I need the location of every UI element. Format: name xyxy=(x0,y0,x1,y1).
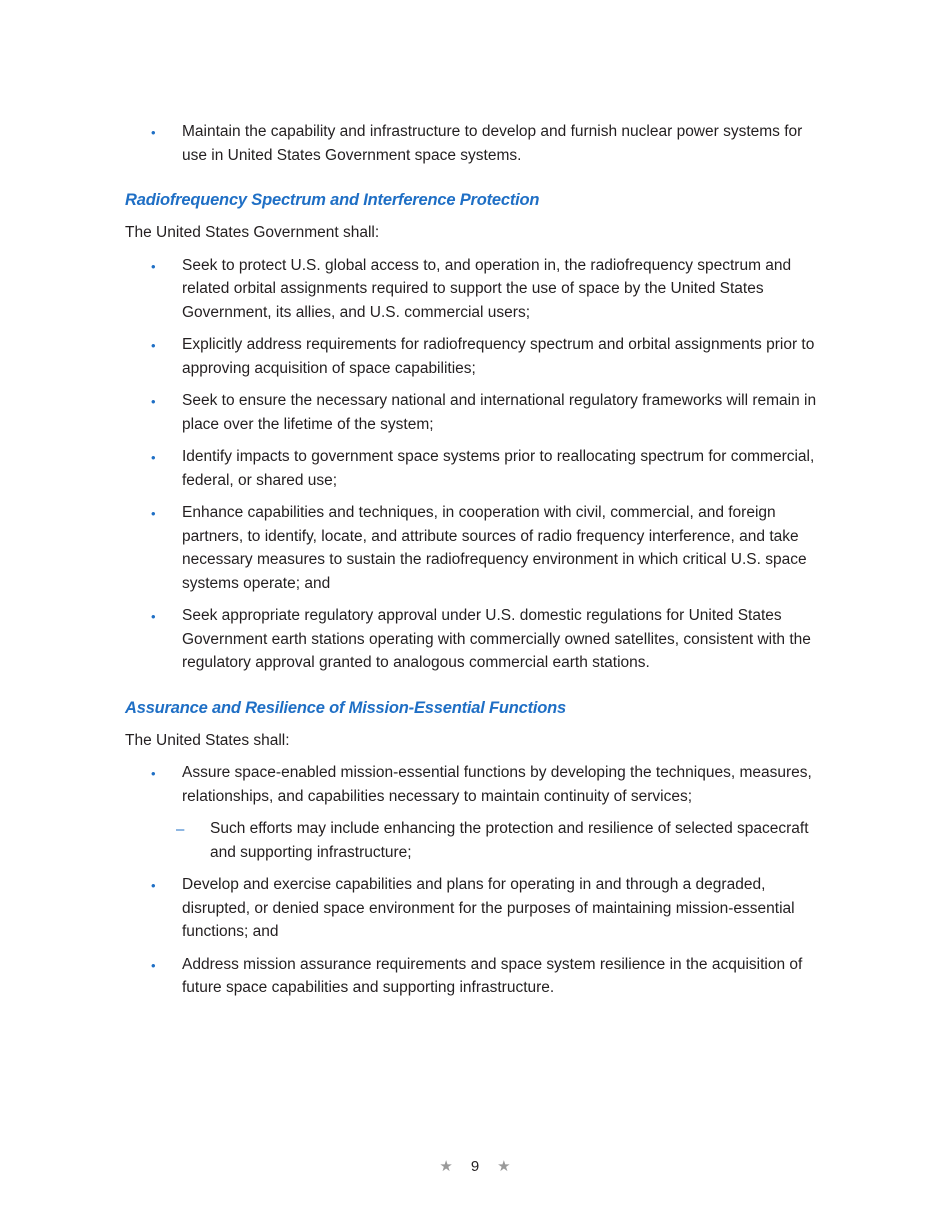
list-item-text: Explicitly address requirements for radiofrequency spectrum and orbital assignments prior to approving acquisition of space capabilities; xyxy=(182,336,815,377)
sub-list xyxy=(176,817,830,864)
bullet-icon: • xyxy=(151,957,156,973)
sub-list-item-text: Such efforts may include enhancing the protection and resilience of selected spacecraft and supporting infrastructure; xyxy=(210,820,809,861)
bullet-icon: • xyxy=(151,506,156,521)
list-item-text: Seek appropriate regulatory approval under U.S. domestic regulations for United States Government earth stations operating with commercially owned satellites, consistent with the regulatory approval granted to analogous commercial earth stations. xyxy=(182,607,811,671)
bullet-icon: • xyxy=(151,609,156,624)
bullet-icon: • xyxy=(151,125,156,140)
list-item xyxy=(125,389,830,436)
intro-bullet-list xyxy=(125,120,830,167)
list-item xyxy=(125,604,830,675)
page-content xyxy=(125,120,830,1009)
bullet-icon: • xyxy=(151,338,156,353)
section-lead-text: The United States Government shall: xyxy=(125,224,380,241)
page-number: 9 xyxy=(470,1158,480,1175)
list-item-text: Maintain the capability and infrastructure to develop and furnish nuclear power systems for use in United States Government space systems. xyxy=(182,123,803,164)
list-item-text: Seek to protect U.S. global access to, and operation in, the radiofrequency spectrum and related orbital assignments required to support the use of space by the United States Government, its allies, and U.S. commercial users; xyxy=(182,256,792,321)
list-item xyxy=(125,333,830,380)
dash-icon: – xyxy=(176,821,185,838)
bullet-icon: • xyxy=(151,878,156,893)
star-icon: ★ xyxy=(497,1158,511,1175)
list-item-text: Seek to ensure the necessary national and international regulatory frameworks will remain in place over the lifetime of the system; xyxy=(182,392,817,433)
bullet-icon: • xyxy=(151,450,156,465)
sub-list-item xyxy=(176,817,830,864)
list-item xyxy=(125,254,830,325)
section-heading-assurance: Assurance and Resilience of Mission-Essential Functions xyxy=(125,698,567,717)
assurance-bullet-list xyxy=(125,761,830,1000)
list-item-text: Identify impacts to government space systems prior to reallocating spectrum for commercial, federal, or shared use; xyxy=(182,448,815,489)
list-item-text: Develop and exercise capabilities and plans for operating in and through a degraded, disrupted, or denied space environment for the purposes of maintaining mission-essential functions; and xyxy=(182,876,795,940)
list-item-text: Address mission assurance requirements and space system resilience in the acquisition of future space capabilities and supporting infrastructure. xyxy=(182,955,803,996)
bullet-icon: • xyxy=(151,258,156,274)
star-icon: ★ xyxy=(439,1158,453,1175)
page-footer xyxy=(0,1156,950,1178)
bullet-icon: • xyxy=(151,394,156,409)
list-item xyxy=(125,873,830,944)
section-lead-text: The United States shall: xyxy=(125,731,290,749)
list-item xyxy=(125,953,830,1000)
list-item xyxy=(125,761,830,864)
list-item-text: Enhance capabilities and techniques, in cooperation with civil, commercial, and foreign partners, to identify, locate, and attribute sources of radio frequency interference, and take necessary measures to sustain the radiofrequency environment in which critical U.S. space systems operate; and xyxy=(182,504,807,592)
list-item-text: Assure space-enabled mission-essential functions by developing the techniques, measures, relationships, and capabilities necessary to maintain continuity of services; xyxy=(182,764,812,805)
list-item xyxy=(125,120,830,167)
section-heading-radiofrequency: Radiofrequency Spectrum and Interference Protection xyxy=(125,191,540,209)
list-item xyxy=(125,445,830,492)
bullet-icon: • xyxy=(151,766,156,781)
list-item xyxy=(125,501,830,595)
radiofrequency-bullet-list xyxy=(125,254,830,675)
